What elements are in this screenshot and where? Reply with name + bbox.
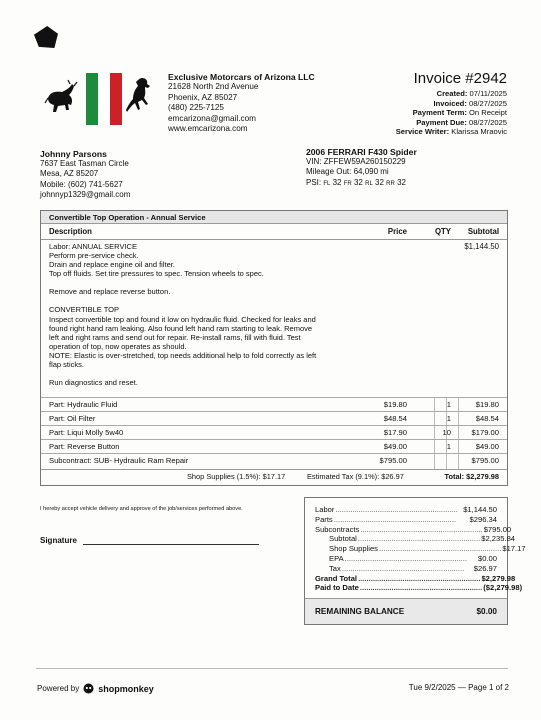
summary-row: Labor .......................................................... $1,144.50 xyxy=(315,505,497,514)
dot-leader: .......................................................... xyxy=(358,573,481,583)
vehicle-name: 2006 FERRARI F430 Spider xyxy=(306,147,417,157)
labor-line: Labor: ANNUAL SERVICE xyxy=(49,242,137,251)
labor-line: Run diagnostics and reset. xyxy=(49,378,138,388)
tire-pos: RL xyxy=(365,180,373,187)
dot-leader: .......................................................... xyxy=(359,583,483,593)
footer-divider xyxy=(36,668,508,669)
company-website: www.emcarizona.com xyxy=(168,124,248,134)
part-subtotal: $795.00 xyxy=(471,456,499,465)
company-name: Exclusive Motorcars of Arizona LLC xyxy=(168,72,315,82)
tire-val: 32 xyxy=(353,177,363,187)
charging-bull-icon xyxy=(44,74,78,120)
powered-by xyxy=(37,683,154,694)
tire-pos: FL xyxy=(323,180,331,187)
labor-line: CONVERTIBLE TOP xyxy=(49,305,120,315)
dot-leader: .......................................................... xyxy=(378,544,502,554)
labor-line: operation of top, now operates as should. xyxy=(49,341,187,351)
labor-line: Remove and replace reverse button. xyxy=(49,287,171,297)
company-phone: (480) 225-7125 xyxy=(168,103,224,113)
service-footer xyxy=(41,469,507,484)
part-qty: 1 xyxy=(446,414,451,423)
tire-val: 32 xyxy=(332,177,342,187)
customer-mobile: Mobile: (602) 741-5627 xyxy=(40,179,123,189)
header-divider xyxy=(41,239,507,240)
labor-line: Inspect convertible top and found it low on hydraulic fluid. Checked for leaks and xyxy=(49,314,316,324)
summary-row: Parts .......................................................... $296.34 xyxy=(315,514,497,524)
part-price: $49.00 xyxy=(383,442,407,451)
summary-row: Paid to Date .......................................................... ($2,279.98) xyxy=(315,583,523,593)
shopmonkey-brand: shopmonkey xyxy=(98,683,154,694)
col-subtotal: Subtotal xyxy=(467,227,499,236)
labor-line: found right hand ram leaking. Also found left hand ram starting to leak. Remove xyxy=(49,323,313,333)
dot-leader: .......................................................... xyxy=(357,534,481,544)
invoice-title: Invoice #2942 xyxy=(413,70,507,87)
part-qty: 1 xyxy=(446,400,451,409)
labor-subtotal: $1,144.50 xyxy=(464,242,499,251)
part-price: $17.90 xyxy=(383,428,407,437)
flag-green-stripe xyxy=(86,73,98,125)
tire-val: 32 xyxy=(397,177,406,187)
labor-gap xyxy=(49,296,359,305)
tire-pos: RR xyxy=(386,180,395,187)
company-email: emcarizona@gmail.com xyxy=(168,113,256,123)
dot-leader: .......................................................... xyxy=(341,563,465,573)
torn-corner-mark xyxy=(34,26,58,48)
dot-leader: .......................................................... xyxy=(335,505,458,514)
service-table xyxy=(40,210,508,486)
col-price: Price xyxy=(387,227,407,236)
part-row xyxy=(41,425,507,439)
signature-label: Signature xyxy=(40,536,77,545)
powered-by-label: Powered by xyxy=(37,684,80,693)
labor-line: Perform pre-service check. xyxy=(49,251,139,261)
service-title: Convertible Top Operation - Annual Service xyxy=(41,211,507,224)
part-name: Part: Oil Filter xyxy=(49,414,96,423)
part-qty: 10 xyxy=(442,428,451,437)
invoice-meta xyxy=(396,70,507,137)
part-subtotal: $49.00 xyxy=(475,442,499,451)
remaining-label: REMAINING BALANCE xyxy=(315,607,405,616)
company-address-1: 21628 North 2nd Avenue xyxy=(168,82,259,92)
part-name: Part: Hydraulic Fluid xyxy=(49,400,118,409)
vehicle-mileage: Mileage Out: 64,090 mi xyxy=(306,167,389,177)
company-info xyxy=(168,72,315,134)
labor-gap xyxy=(49,278,359,287)
vehicle-vin: VIN: ZFFEW59A260150229 xyxy=(306,157,406,167)
labor-line: left and right rams and send out for repair. Re-install rams, fill with fluid. Test xyxy=(49,332,301,342)
part-subtotal: $48.54 xyxy=(475,414,499,423)
service-writer-row: Service Writer: Klarissa Mraovic xyxy=(395,127,507,137)
part-row xyxy=(41,411,507,425)
summary-row: Subcontracts .......................................................... $795.00 xyxy=(315,524,512,534)
subcontract-row xyxy=(41,453,507,467)
prancing-horse-icon xyxy=(124,74,156,120)
tire-pressures xyxy=(306,178,417,189)
payment-due-row: Payment Due: 08/27/2025 xyxy=(416,117,507,127)
payment-term-row: Payment Term: On Receipt xyxy=(412,108,507,118)
labor-description xyxy=(49,242,359,387)
estimated-tax-note: Estimated Tax (9.1%): $26.97 xyxy=(307,472,404,481)
summary-row: Tax .......................................................... $26.97 xyxy=(329,563,497,573)
customer-name: Johnny Parsons xyxy=(40,149,107,159)
dot-leader: .......................................................... xyxy=(344,554,468,563)
service-total: Total: $2,279.98 xyxy=(444,472,499,481)
part-name: Part: Reverse Button xyxy=(49,442,120,451)
summary-row: Shop Supplies .......................................................... $17.17 xyxy=(329,544,526,554)
acceptance-text: I hereby accept vehicle delivery and approve of the job/services performed above. xyxy=(40,506,243,512)
col-description: Description xyxy=(49,227,92,236)
summary-box xyxy=(304,497,526,625)
part-qty: 1 xyxy=(446,442,451,451)
col-qty: QTY xyxy=(434,227,451,236)
summary-row: Grand Total .......................................................... $2,279.98 xyxy=(315,573,516,583)
invoiced-row: Invoiced: 08/27/2025 xyxy=(433,98,507,108)
part-row xyxy=(41,397,507,411)
dot-leader: .......................................................... xyxy=(333,514,457,524)
flag-white-stripe xyxy=(98,73,110,125)
part-row xyxy=(41,439,507,453)
italian-flag xyxy=(86,73,122,125)
remaining-balance xyxy=(305,598,507,624)
remaining-value: $0.00 xyxy=(476,607,497,616)
part-subtotal: $179.00 xyxy=(471,428,499,437)
part-price: $19.80 xyxy=(383,400,407,409)
signature-line xyxy=(83,544,259,545)
customer-email: johnnyp1329@gmail.com xyxy=(40,189,131,199)
flag-red-stripe xyxy=(110,73,122,125)
labor-line: Top off fluids. Set tire pressures to spec. Tension wheels to spec. xyxy=(49,269,264,279)
page-info: Tue 9/2/2025 — Page 1 of 2 xyxy=(408,683,509,692)
tire-val: 32 xyxy=(375,177,384,187)
company-address-2: Phoenix, AZ 85027 xyxy=(168,92,238,102)
customer-address-2: Mesa, AZ 85207 xyxy=(40,169,99,179)
summary-row: EPA .......................................................... $0.00 xyxy=(329,554,497,563)
shopmonkey-icon xyxy=(83,683,94,694)
tire-pos: FR xyxy=(343,180,352,187)
labor-line: Drain and replace engine oil and filter. xyxy=(49,260,175,270)
labor-gap xyxy=(49,369,359,378)
vehicle-info xyxy=(306,147,417,189)
part-subtotal: $19.80 xyxy=(475,400,499,409)
summary-row: Subtotal .......................................................... $2,235.84 xyxy=(329,534,516,544)
part-price: $48.54 xyxy=(383,414,407,423)
customer-address-1: 7637 East Tasman Circle xyxy=(40,159,129,169)
psi-label: PSI: xyxy=(306,177,322,187)
customer-info xyxy=(40,149,130,200)
labor-line: NOTE: Elastic is over-stretched, top needs additional help to fold correctly as left xyxy=(49,350,317,360)
part-name: Subcontract: SUB- Hydraulic Ram Repair xyxy=(49,456,189,465)
part-price: $795.00 xyxy=(379,456,407,465)
labor-line: flap sticks. xyxy=(49,360,85,370)
part-name: Part: Liqui Molly 5w40 xyxy=(49,428,124,437)
dot-leader: .......................................................... xyxy=(360,524,483,534)
created-row: Created: 07/11/2025 xyxy=(436,89,507,98)
shop-supplies-note: Shop Supplies (1.5%): $17.17 xyxy=(187,472,286,481)
